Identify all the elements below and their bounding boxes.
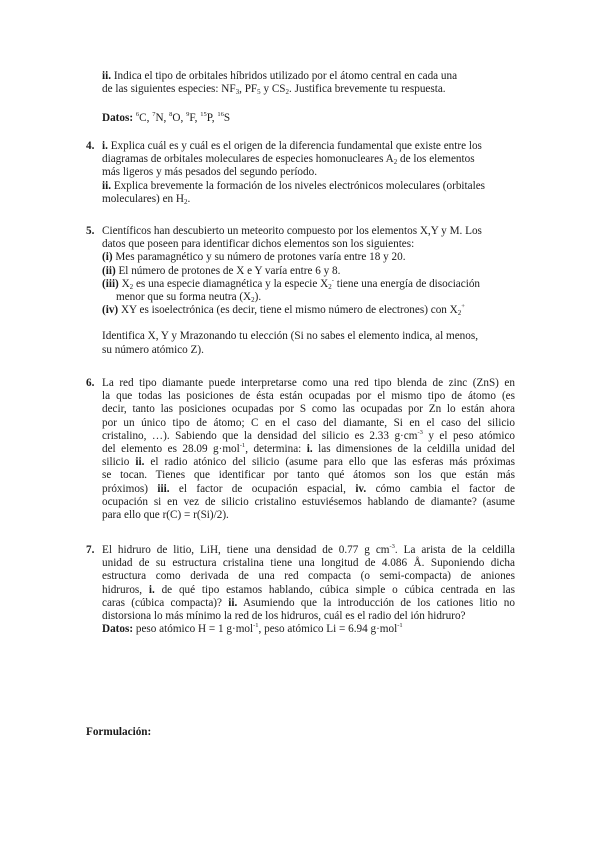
datos-c-z: 6 <box>135 111 140 118</box>
q6-text-7b: el radio atónico del silicio (asume para ello que las esferas más próximas <box>144 456 515 469</box>
q4-line-5 <box>102 193 514 206</box>
q6-text-6b: , determina: <box>245 443 307 456</box>
q6-label-iii: iii. <box>157 482 170 495</box>
q5-clue-i <box>102 251 514 264</box>
q3ii-sub-3: 2 <box>285 88 290 97</box>
q3ii-text-2d: . Justifica brevemente tu respuesta. <box>289 83 446 96</box>
q5-clue-i-text: Mes paramagnético y su número de protones varía entre 18 y 20. <box>115 251 406 264</box>
question-6-number: 6. <box>86 377 95 389</box>
q4-text-1: Explica cuál es y cuál es el origen de la diferencia fundamental que existe entre los <box>110 140 482 152</box>
q5-line-1: Científicos han descubierto un meteorito compuesto por los elementos X,Y y M. Los <box>102 225 482 237</box>
q5-clue-iii-label: (iii) <box>102 277 119 290</box>
q7-label-i: i. <box>148 583 155 596</box>
q5-clue-ii-text: El número de protones de X e Y varía entre 6 y 8. <box>118 264 341 277</box>
q4-line-3: más ligeros y más pesados del segundo período. <box>102 166 318 179</box>
q5-clue-iii-line-2 <box>102 291 514 304</box>
q4-line-2 <box>102 153 514 166</box>
formulacion-label: Formulación: <box>86 726 152 738</box>
q7-datos-b: , peso atómico Li = 6.94 g·mol <box>258 623 398 636</box>
q4-text-5a: moleculares) en H <box>102 192 185 205</box>
q6-sup-6: -1 <box>239 442 246 450</box>
question-5-number: 5. <box>86 225 95 237</box>
q3ii-sub-2: 5 <box>257 88 261 97</box>
question-4-number: 4. <box>86 140 95 152</box>
datos-1-label: Datos: <box>102 112 134 124</box>
q7-line-1 <box>102 544 515 557</box>
q6-text-9c: cómo cambia el factor de <box>366 482 515 495</box>
datos-s-z: 16 <box>217 111 224 118</box>
q4-sub-a2: 2 <box>393 158 398 167</box>
q7-text-4b: de qué tipo estamos hablando, cúbica simple o cúbica centrada en las <box>154 583 515 596</box>
q6-text-9a: próximos) <box>102 482 158 495</box>
q7-line-3: estructura como derivada de una red compacta (o semi-compacta) de aniones <box>102 570 515 583</box>
q6-line-8: se tocan. Tienes que identificar por tanto qué átomos son los que están más <box>102 469 515 482</box>
q6-text-5a: cristalino, …). Sabiendo que la densidad del silicio es 2.33 g·cm <box>102 429 418 442</box>
q6-line-5 <box>102 430 515 443</box>
q5-clue-ii-label: (ii) <box>102 264 116 277</box>
q7-datos-label: Datos: <box>102 623 134 636</box>
q6-line-4: por un único tipo de átomo; C en el caso del diamante, Si en el caso del silicio <box>102 416 515 429</box>
q6-line-6 <box>102 443 515 456</box>
q5-clue-iii <box>102 278 514 291</box>
q5-clue-iii-e: ). <box>254 291 262 304</box>
q4-label-i: i. <box>102 140 108 152</box>
q4-text-5b: . <box>187 192 191 205</box>
q5-identify-line-1: Identifica X, Y y Mrazonando tu elección (Si no sabes el elemento indica, al menos, <box>102 330 479 343</box>
q5-clue-iii-d: menor que su forma neutra (X <box>116 291 252 304</box>
q6-line-10: ocupación si en vez de silicio cristalino estuviésemos hablando de diamante? (asume <box>102 495 515 508</box>
q4-line-4 <box>102 180 514 193</box>
q5-clue-i-label: (i) <box>102 251 113 264</box>
q4-text-2b: de los elementos <box>397 153 475 166</box>
q5-clue-iii-c: tiene una energía de disociación <box>333 277 481 290</box>
datos-n-z: 7 <box>152 111 156 118</box>
q7-label-ii: ii. <box>228 596 238 609</box>
datos-o-z: 8 <box>169 111 173 118</box>
q5-clue-iv-sub: 2 <box>457 309 462 318</box>
q5-clue-iii-b: es una especie diamagnética y la especie X <box>133 277 329 290</box>
q6-text-6a: del elemento es 28.09 g·mol <box>102 443 240 456</box>
q7-text-1a: El hidruro de litio, LiH, tiene una densidad de 0.77 g cm <box>102 544 390 556</box>
datos-f-z: 9 <box>186 111 190 118</box>
q6-label-iv: iv. <box>355 482 367 495</box>
datos-line-1 <box>102 112 230 125</box>
datos-p-z: 15 <box>200 111 207 118</box>
q7-datos-a: peso atómico H = 1 g·mol <box>133 623 254 636</box>
q5-identify-line-2: su número atómico Z). <box>102 343 204 356</box>
q4-line-1 <box>102 140 514 153</box>
formulacion-heading <box>86 726 151 739</box>
q6-line-3: decir, tanto las posiciones ocupadas por S como las ocupadas por Zn lo están ahora <box>102 403 515 416</box>
q5-spacer <box>102 317 514 330</box>
datos-s: S <box>223 112 231 124</box>
question-5 <box>102 225 514 357</box>
question-3-part-ii <box>102 70 457 96</box>
q7-text-1b: . La arista de la celdilla <box>394 544 515 556</box>
datos-f: F, <box>189 112 201 124</box>
q5-clue-iii-sub2: 2 <box>328 282 332 291</box>
question-7 <box>102 544 515 636</box>
q7-text-4a: hidruros, <box>102 583 149 596</box>
q4-label-ii: ii. <box>102 179 112 192</box>
q6-text-6c: las dimensiones de la celdilla unidad del <box>312 443 515 456</box>
q5-clue-iii-sub1: 2 <box>129 282 134 291</box>
q4-text-4: Explica brevemente la formación de los niveles electrónicos moleculares (orbitales <box>113 179 486 192</box>
q3ii-text-2b: , PF <box>239 83 258 96</box>
q5-clue-iv-label: (iv) <box>102 304 119 317</box>
q4-text-2a: diagramas de orbitales moleculares de especies homonucleares A <box>102 153 394 166</box>
q7-datos-line <box>102 623 515 636</box>
datos-o: O, <box>172 112 187 124</box>
q3ii-line-2 <box>102 83 457 96</box>
q6-text-7a: silicio <box>102 456 136 469</box>
q7-line-6: distorsiona lo más mínimo la red de los hidruros, cuál es el radio del ión hidruro? <box>102 610 466 623</box>
q6-line-7 <box>102 456 515 469</box>
q6-label-i: i. <box>306 443 313 456</box>
datos-n: N, <box>155 112 170 124</box>
q6-line-11: para ello que r(C) = r(Si)/2). <box>102 509 229 522</box>
q5-clue-ii <box>102 265 514 278</box>
q5-line-2: datos que poseen para identificar dichos elementos son los siguientes: <box>102 238 415 251</box>
q5-clue-iv-text: XY es isoelectrónica (es decir, tiene el mismo número de electrones) con X <box>120 304 458 317</box>
q3ii-text-1: Indica el tipo de orbitales híbridos utilizado por el átomo central en cada una <box>113 70 458 82</box>
q7-sup-1: -3 <box>389 543 395 550</box>
q6-line-1: La red tipo diamante puede interpretarse como una red tipo blenda de zinc (ZnS) en <box>102 377 515 389</box>
datos-p: P, <box>206 112 218 124</box>
q3ii-text-2c: y CS <box>260 83 286 96</box>
question-7-number: 7. <box>86 544 95 556</box>
q6-text-9b: el factor de ocupación espacial, <box>169 482 356 495</box>
question-4 <box>102 140 514 206</box>
q5-clue-iii-sub3: 2 <box>251 296 255 305</box>
q3ii-label: ii. <box>102 70 112 82</box>
q5-clue-iii-sup: - <box>331 276 334 284</box>
q6-line-2: la que todas las posiciones de ésta están ocupadas por el mismo tipo de átomo (es <box>102 390 515 403</box>
q3ii-line-1 <box>102 70 457 83</box>
q7-datos-sup1: -1 <box>253 622 259 630</box>
q5-clue-iii-a: X <box>121 277 130 290</box>
q7-line-4 <box>102 584 515 597</box>
question-6 <box>102 377 515 522</box>
q6-line-9 <box>102 483 515 496</box>
q7-datos-sup2: -1 <box>397 622 403 630</box>
datos-c: C, <box>139 112 153 124</box>
q6-text-5b: y el peso atómico <box>422 429 515 442</box>
q6-sup-5: -3 <box>417 428 423 436</box>
q4-sub-h2: 2 <box>184 197 188 206</box>
q3ii-text-2a: de las siguientes especies: NF <box>102 83 236 96</box>
q5-clue-iv <box>102 304 514 317</box>
q7-text-5a: caras (cúbica compacta)? <box>102 596 229 609</box>
q5-clue-iv-sup: + <box>461 303 465 311</box>
q6-label-ii: ii. <box>135 456 145 469</box>
q7-text-5b: Asumiendo que la introducción de los cationes litio no <box>237 596 515 609</box>
q3ii-sub-1: 3 <box>235 88 240 97</box>
q7-line-2: unidad de su estructura cristalina tiene una longitud de 4.086 Å. Suponiendo dicha <box>102 557 515 570</box>
q7-line-5 <box>102 597 515 610</box>
